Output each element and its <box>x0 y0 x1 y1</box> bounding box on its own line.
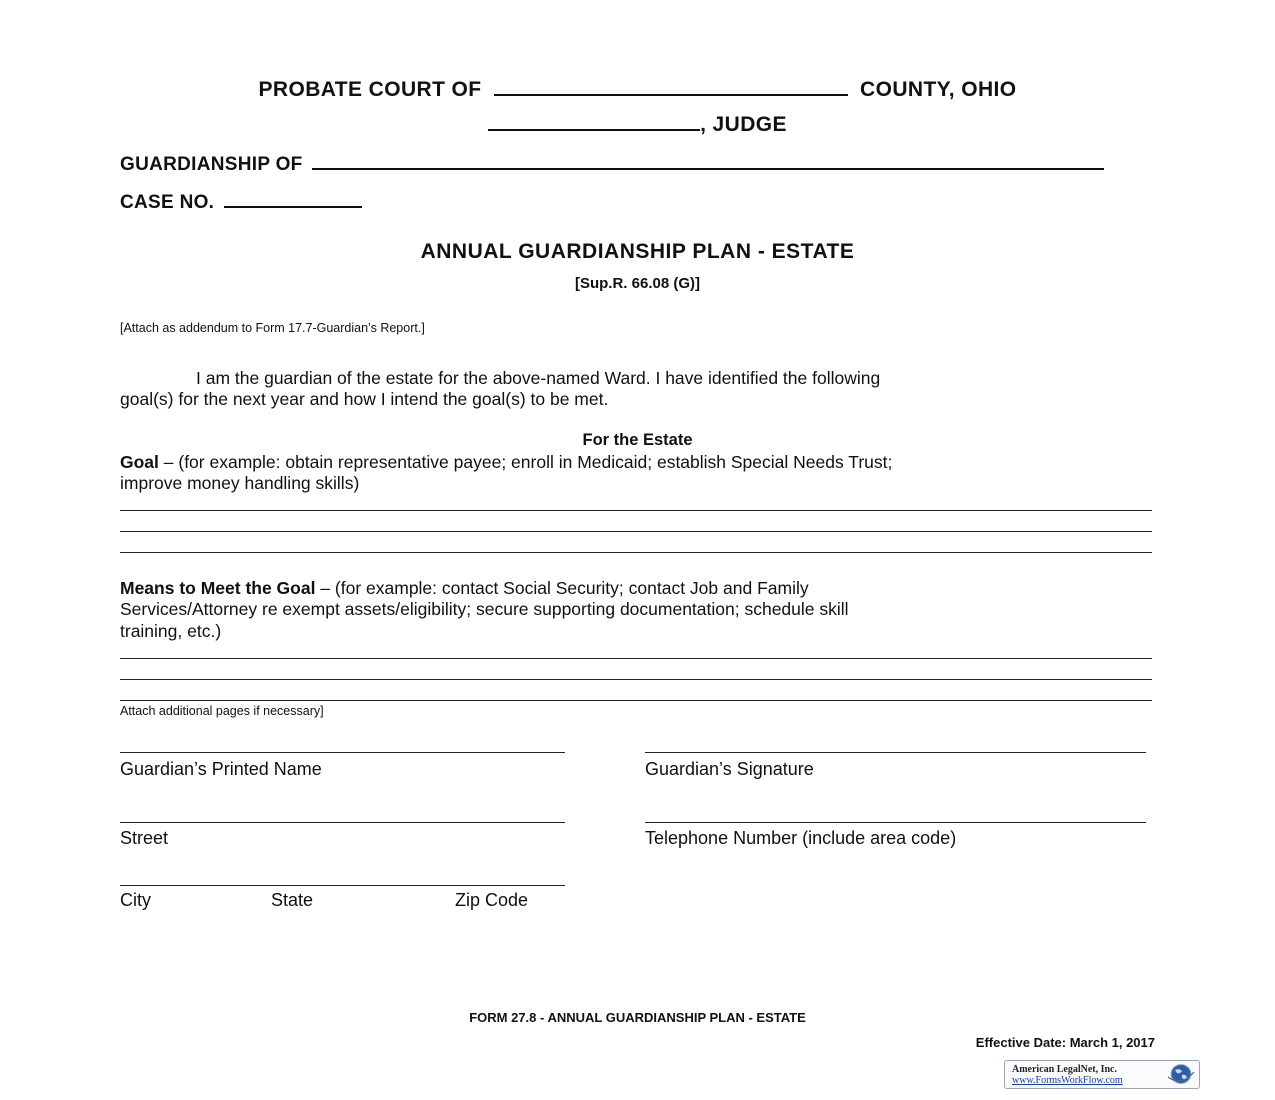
globe-icon <box>1165 1063 1195 1085</box>
means-line-2: Services/Attorney re exempt assets/eligibility; secure supporting documentation; schedule skill <box>120 599 849 619</box>
court-prefix: PROBATE COURT OF <box>258 78 482 101</box>
guardianship-label: GUARDIANSHIP OF <box>120 154 303 175</box>
zip-label: Zip Code <box>455 890 529 910</box>
goal-answer-line[interactable] <box>120 510 1152 511</box>
publisher-url[interactable]: www.FormsWorkFlow.com <box>1012 1075 1123 1086</box>
effective-date: Effective Date: March 1, 2017 <box>975 1035 1155 1050</box>
court-suffix: COUNTY, OHIO <box>860 78 1017 101</box>
goal-line-2: improve money handling skills) <box>120 473 360 493</box>
signature-line[interactable] <box>645 752 1146 753</box>
ward-name-blank[interactable] <box>312 168 1104 170</box>
means-answer-line[interactable] <box>120 658 1152 659</box>
city-state-zip-line[interactable] <box>120 885 565 886</box>
goal-line-1 <box>120 452 892 473</box>
telephone-label: Telephone Number (include area code) <box>645 828 957 848</box>
means-label: Means to Meet the Goal <box>120 578 316 598</box>
goal-answer-line[interactable] <box>120 531 1152 532</box>
intro-line-2: goal(s) for the next year and how I intend the goal(s) to be met. <box>120 389 609 409</box>
judge-line <box>0 113 1275 137</box>
court-line <box>0 78 1275 102</box>
means-answer-line[interactable] <box>120 679 1152 680</box>
street-label: Street <box>120 828 169 848</box>
judge-suffix: , JUDGE <box>700 113 787 136</box>
attach-note: [Attach as addendum to Form 17.7-Guardian’s Report.] <box>120 321 425 335</box>
goal-answer-line[interactable] <box>120 552 1152 553</box>
rule-reference: [Sup.R. 66.08 (G)] <box>574 275 701 292</box>
means-line-1 <box>120 578 809 599</box>
street-line[interactable] <box>120 822 565 823</box>
additional-pages-note: Attach additional pages if necessary] <box>120 704 324 718</box>
state-label: State <box>271 890 314 910</box>
goal-example-1: – (for example: obtain representative payee; enroll in Medicaid; establish Special Needs Trust; <box>158 452 893 472</box>
telephone-line[interactable] <box>645 822 1146 823</box>
footer-form-title: FORM 27.8 - ANNUAL GUARDIANSHIP PLAN - ESTATE <box>469 1010 806 1025</box>
guardianship-line <box>120 154 1104 176</box>
county-blank[interactable] <box>494 94 848 96</box>
judge-name-blank[interactable] <box>488 129 700 131</box>
case-number-blank[interactable] <box>224 206 362 208</box>
printed-name-line[interactable] <box>120 752 565 753</box>
signature-label: Guardian’s Signature <box>645 759 814 779</box>
means-answer-line[interactable] <box>120 700 1152 701</box>
form-title: ANNUAL GUARDIANSHIP PLAN - ESTATE <box>420 240 855 263</box>
intro-line-1: I am the guardian of the estate for the above-named Ward. I have identified the following <box>196 368 881 388</box>
means-example-1: – (for example: contact Social Security; contact Job and Family <box>315 578 809 598</box>
publisher-name: American LegalNet, Inc. <box>1012 1064 1117 1075</box>
goal-label: Goal <box>120 452 159 472</box>
estate-heading: For the Estate <box>582 431 693 449</box>
means-line-3: training, etc.) <box>120 621 222 641</box>
city-label: City <box>120 890 151 910</box>
publisher-logo[interactable] <box>1004 1060 1200 1089</box>
case-line <box>120 192 362 214</box>
case-label: CASE NO. <box>120 192 215 213</box>
printed-name-label: Guardian’s Printed Name <box>120 759 322 779</box>
